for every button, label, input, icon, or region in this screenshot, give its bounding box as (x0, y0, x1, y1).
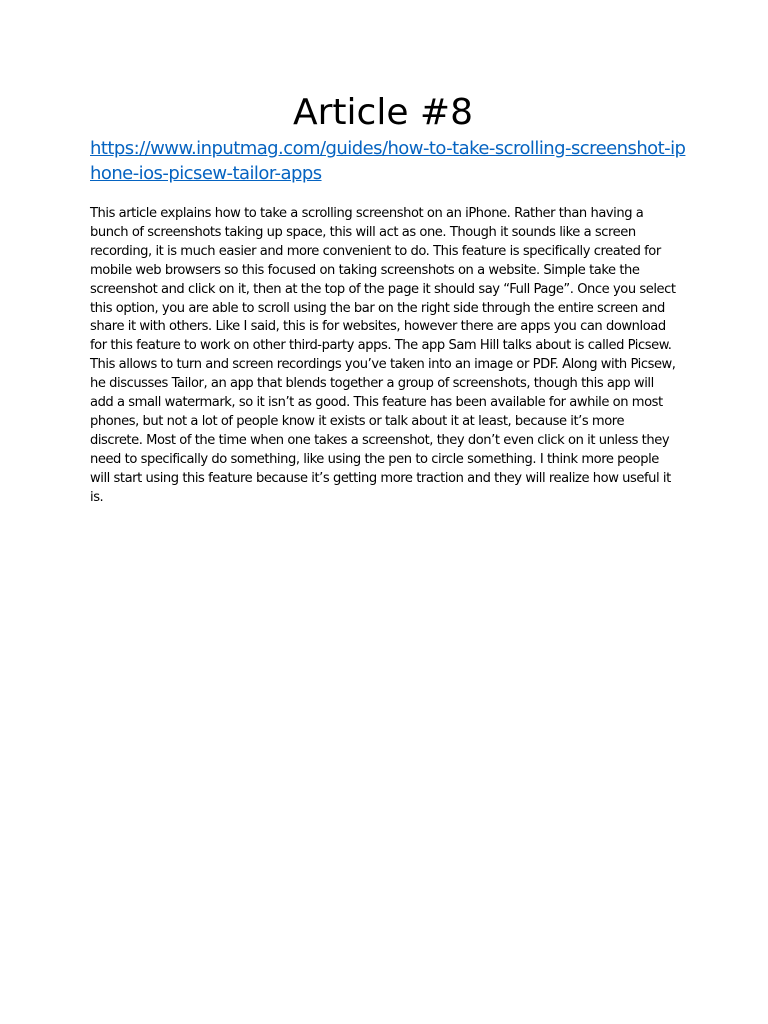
article-body: This article explains how to take a scrolling screenshot on an iPhone. Rather than having a bunch of screenshots taking up space, this will act as one. Though it sounds like a screen recording, it is much easier and more convenient to do. This feature is specifically created for mobile web browsers so this focused on taking screenshots on a website. Simple take the screenshot and click on it, then at the top of the page it should say “Full Page”. Once you select this option, you are able to scroll using the bar on the right side through the entire screen and share it with others. Like I said, this is for websites, however there are apps you can download for this feature to work on other third-party apps. The app Sam Hill talks about is called Picsew. This allows to turn and screen recordings you’ve taken into an image or PDF. Along with Picsew, he discusses Tailor, an app that blends together a group of screenshots, though this app will add a small watermark, so it isn’t as good. This feature has been available for awhile on most phones, but not a lot of people know it exists or talk about it at least, because it’s more discrete. Most of the time when one takes a screenshot, they don’t even click on it unless they need to specifically do something, like using the pen to circle something. I think more people will start using this feature because it’s getting more traction and they will realize how useful it is. (90, 206, 676, 505)
article-link[interactable]: https://www.inputmag.com/guides/how-to-take-scrolling-screenshot-iphone-ios-picsew-tailor-apps (90, 138, 686, 184)
article-title: Article #8 (293, 92, 473, 133)
